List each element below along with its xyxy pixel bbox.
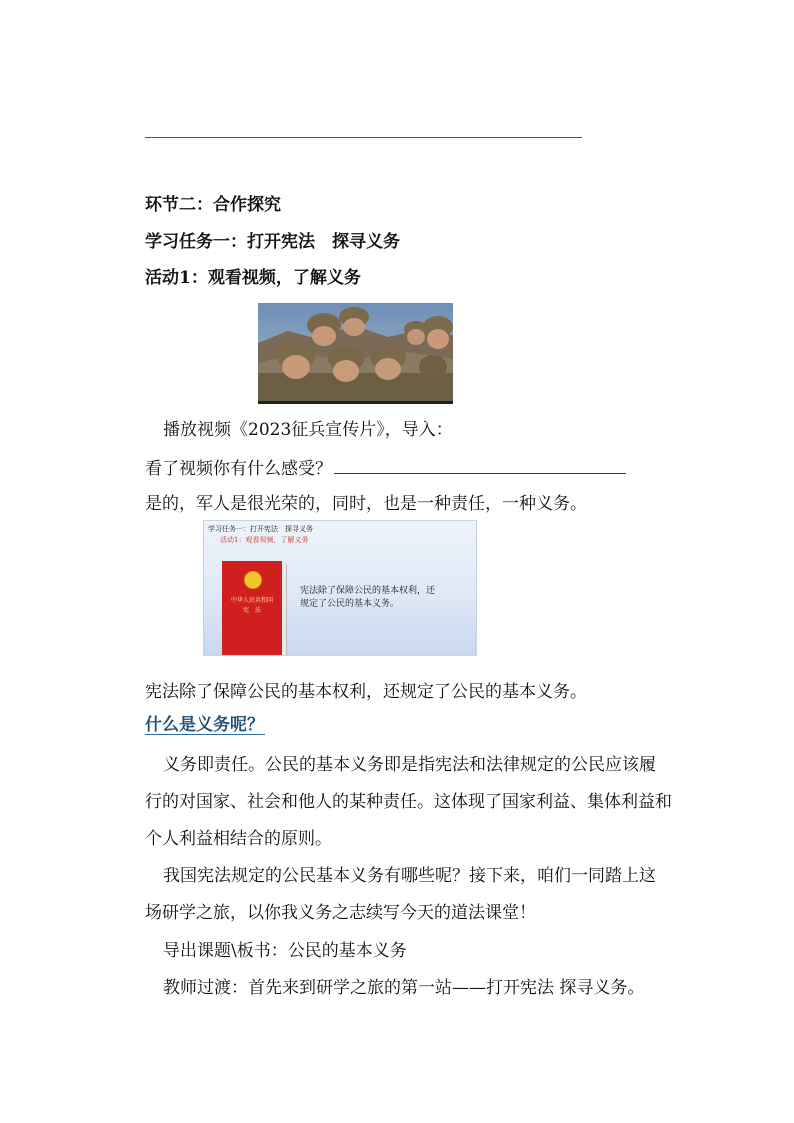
para2-line1: 我国宪法规定的公民基本义务有哪些呢？接下来，咱们一同踏上这 <box>163 866 656 886</box>
question-text: 看了视频你有什么感受？ <box>145 459 332 479</box>
para2-line2: 场研学之旅，以你我义务之志续写今天的道法课堂！ <box>145 903 536 923</box>
video-intro: 播放视频《2023征兵宣传片》，导入： <box>163 420 453 440</box>
slide-text-line1: 宪法除了保障公民的基本权利，还 <box>300 586 436 596</box>
para1-line1: 义务即责任。公民的基本义务即是指宪法和法律规定的公民应该履 <box>163 755 656 775</box>
slide-text <box>300 585 472 611</box>
book-subtitle: 宪 法 <box>242 607 261 614</box>
soldiers-photo <box>258 303 453 404</box>
top-divider <box>145 137 582 138</box>
answer-blank <box>334 455 626 474</box>
question-line <box>145 455 626 482</box>
constitution-line: 宪法除了保障公民的基本权利，还规定了公民的基本义务。 <box>145 682 587 702</box>
para1-line3: 个人利益相结合的原则。 <box>145 829 332 849</box>
slide-text-line2: 规定了公民的基本义务。 <box>300 599 400 609</box>
constitution-book <box>222 561 282 655</box>
soldiers-photo-image <box>258 303 453 401</box>
constitution-slide <box>203 520 477 656</box>
slide-title: 学习任务一：打开宪法 探寻义务 <box>208 525 313 533</box>
answer-line: 是的，军人是很光荣的，同时，也是一种责任，一种义务。 <box>145 494 587 514</box>
slide-subtitle: 活动1：观看视频，了解义务 <box>220 536 309 544</box>
board-line: 导出课题\板书：公民的基本义务 <box>163 941 407 961</box>
national-emblem-icon <box>244 571 262 589</box>
what-is-duty-heading: 什么是义务呢？ <box>145 715 264 735</box>
transition-line: 教师过渡：首先来到研学之旅的第一站——打开宪法 探寻义务。 <box>163 978 645 998</box>
section-heading: 环节二：合作探究 <box>145 195 281 215</box>
book-title: 中华人民共和国 <box>230 597 273 604</box>
activity-heading: 活动1：观看视频，了解义务 <box>145 268 361 288</box>
para1-line2: 行的对国家、社会和他人的某种责任。这体现了国家利益、集体利益和 <box>145 792 672 812</box>
task-heading: 学习任务一：打开宪法 探寻义务 <box>145 232 400 252</box>
heading-underline <box>145 734 265 735</box>
